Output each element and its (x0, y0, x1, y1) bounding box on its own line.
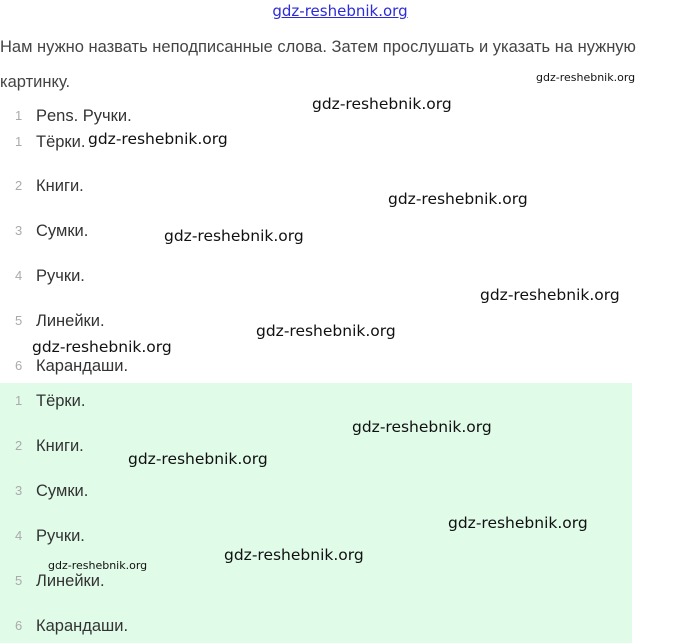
list-item-number: 4 (15, 268, 23, 283)
list-item-number: 1 (15, 393, 23, 408)
watermark-text: gdz-reshebnik.org (32, 338, 172, 356)
list-item-number: 1 (15, 134, 23, 149)
watermark-text: gdz-reshebnik.org (388, 190, 528, 208)
watermark-text: gdz-reshebnik.org (536, 71, 636, 84)
list-item-text: Карандаши. (36, 357, 129, 375)
list-item-text: Ручки. (36, 527, 85, 545)
list-item-number: 5 (15, 313, 23, 328)
list-item-number: 4 (15, 528, 23, 543)
header-watermark-link[interactable]: gdz-reshebnik.org (272, 2, 408, 20)
list-item-text: Карандаши. (36, 617, 129, 635)
answer-highlight-block (0, 383, 632, 643)
list-item-number: 3 (15, 223, 23, 238)
list-item-text: Тёрки. (36, 133, 86, 151)
list-item-text: Тёрки. (36, 392, 86, 410)
list-item-number: 1 (15, 108, 23, 123)
list-item-number: 3 (15, 483, 23, 498)
list-item-number: 2 (15, 438, 23, 453)
watermark-text: gdz-reshebnik.org (88, 130, 228, 148)
watermark-text: gdz-reshebnik.org (352, 418, 492, 436)
watermark-text: gdz-reshebnik.org (256, 322, 396, 340)
list-item-number: 6 (15, 358, 23, 373)
list-item-text: Сумки. (36, 222, 89, 240)
watermark-text: gdz-reshebnik.org (224, 546, 364, 564)
watermark-text: gdz-reshebnik.org (164, 227, 304, 245)
list-item-text: Линейки. (36, 312, 105, 330)
list-item-text: Ручки. (36, 267, 85, 285)
list-item-number: 6 (15, 618, 23, 633)
list-item-text: Линейки. (36, 572, 105, 590)
list-item-number: 5 (15, 573, 23, 588)
list-item-text: Pens. Ручки. (36, 107, 132, 125)
watermark-text: gdz-reshebnik.org (128, 450, 268, 468)
intro-text: Нам нужно назвать неподписанные слова. Затем прослушать и указать на нужную картинку. (0, 38, 636, 91)
watermark-text: gdz-reshebnik.org (48, 559, 148, 572)
watermark-text: gdz-reshebnik.org (448, 514, 588, 532)
list-item-text: Сумки. (36, 482, 89, 500)
list-item-text: Книги. (36, 437, 84, 455)
watermark-text: gdz-reshebnik.org (480, 286, 620, 304)
list-item-number: 2 (15, 178, 23, 193)
watermark-text: gdz-reshebnik.org (312, 95, 452, 113)
list-item-text: Книги. (36, 177, 84, 195)
